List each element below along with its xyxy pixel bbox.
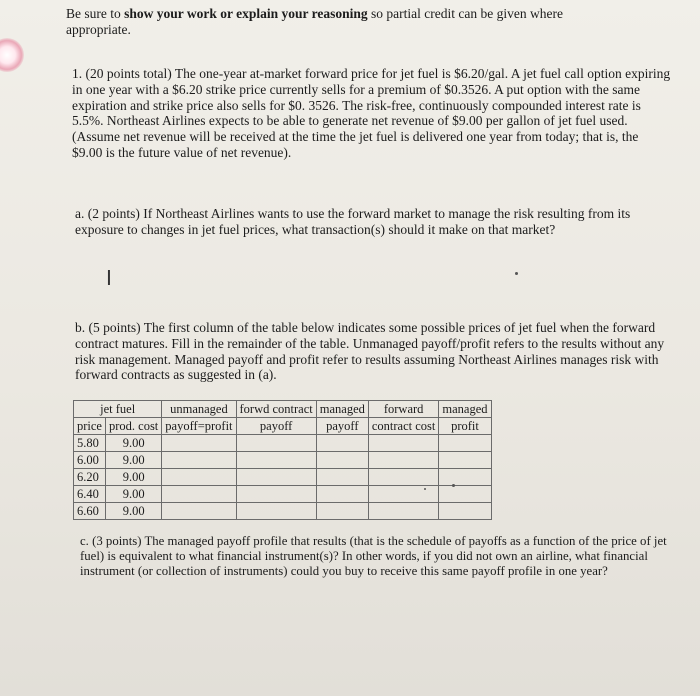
- unmanaged-cell[interactable]: [162, 452, 236, 469]
- table-row: [74, 435, 492, 452]
- question-1: 1. (20 points total) The one-year at-market forward price for jet fuel is $6.20/gal. A jet fuel call option expiring in one year with a $6.20 strike price currently sells for a premium of $0.3526. A put option with the same expiration and strike price also sells for $0. 3526. The risk-free, continuously compounded interest rate is 5.5%. Northeast Airlines expects to be able to generate net revenue of $9.00 per gallon of jet fuel used. (Assume net revenue will be received at the time the jet fuel is delivered one year from today; that is, the $9.00 is the future value of net revenue).: [72, 66, 671, 160]
- question-part-b: b. (5 points) The first column of the table below indicates some possible prices of jet fuel when the forward contract matures. Fill in the remainder of the table. Unmanaged payoff/profit refers to the results without any risk management. Managed payoff and profit refer to results assuming Northeast Airlines manages risk with forward contracts as suggested in (a).: [75, 320, 665, 383]
- instructions-start: Be sure to: [66, 6, 125, 21]
- managed-payoff-cell[interactable]: [316, 452, 368, 469]
- header-forwd-2: payoff: [236, 418, 316, 435]
- forwd-payoff-cell[interactable]: [236, 486, 316, 503]
- header-unmanaged-2: payoff=profit: [162, 418, 236, 435]
- forward-cost-cell[interactable]: [368, 452, 439, 469]
- cost-cell: 9.00: [105, 503, 161, 520]
- table-header-row-2: [74, 418, 492, 435]
- header-forwd-1: forwd contract: [236, 401, 316, 418]
- instructions-line2: appropriate.: [66, 21, 131, 37]
- light-glare: [0, 38, 24, 72]
- instructions: [66, 6, 686, 38]
- stray-mark: [452, 484, 455, 487]
- table-row: [74, 503, 492, 520]
- managed-profit-cell[interactable]: [439, 435, 491, 452]
- header-unmanaged-1: unmanaged: [162, 401, 236, 418]
- header-price: price: [74, 418, 106, 435]
- managed-payoff-cell[interactable]: [316, 435, 368, 452]
- price-cell: 6.00: [74, 452, 106, 469]
- forwd-payoff-cell[interactable]: [236, 452, 316, 469]
- forward-cost-cell[interactable]: [368, 503, 439, 520]
- table-row: [74, 486, 492, 503]
- managed-profit-cell[interactable]: [439, 486, 491, 503]
- header-managed-payoff-1: managed: [316, 401, 368, 418]
- managed-profit-cell[interactable]: [439, 503, 491, 520]
- managed-profit-cell[interactable]: [439, 452, 491, 469]
- cost-cell: 9.00: [105, 435, 161, 452]
- stray-mark: [424, 488, 426, 490]
- cost-cell: 9.00: [105, 469, 161, 486]
- header-jet-fuel: jet fuel: [74, 401, 162, 418]
- cost-cell: 9.00: [105, 486, 161, 503]
- text-cursor-icon: I: [106, 266, 112, 290]
- price-cell: 6.40: [74, 486, 106, 503]
- forward-cost-cell[interactable]: [368, 486, 439, 503]
- table-row: [74, 452, 492, 469]
- managed-profit-cell[interactable]: [439, 469, 491, 486]
- header-managed-profit-1: managed: [439, 401, 491, 418]
- forwd-payoff-cell[interactable]: [236, 469, 316, 486]
- table-row: [74, 469, 492, 486]
- question-part-a: a. (2 points) If Northeast Airlines wants to use the forward market to manage the risk resulting from its exposure to changes in jet fuel prices, what transaction(s) should it make on that market?: [75, 206, 631, 237]
- price-cell: 6.20: [74, 469, 106, 486]
- unmanaged-cell[interactable]: [162, 503, 236, 520]
- managed-payoff-cell[interactable]: [316, 469, 368, 486]
- managed-payoff-cell[interactable]: [316, 503, 368, 520]
- unmanaged-cell[interactable]: [162, 435, 236, 452]
- price-cell: 5.80: [74, 435, 106, 452]
- header-forward-cost-1: forward: [368, 401, 439, 418]
- forwd-payoff-cell[interactable]: [236, 503, 316, 520]
- forward-cost-cell[interactable]: [368, 435, 439, 452]
- payoff-table: [73, 400, 492, 520]
- table-header-row-1: [74, 401, 492, 418]
- header-forward-cost-2: contract cost: [368, 418, 439, 435]
- stray-mark: [515, 272, 518, 275]
- unmanaged-cell[interactable]: [162, 469, 236, 486]
- forward-cost-cell[interactable]: [368, 469, 439, 486]
- header-managed-payoff-2: payoff: [316, 418, 368, 435]
- cost-cell: 9.00: [105, 452, 161, 469]
- header-managed-profit-2: profit: [439, 418, 491, 435]
- instructions-end: so partial credit can be given where: [367, 6, 563, 21]
- header-prod-cost: prod. cost: [105, 418, 161, 435]
- price-cell: 6.60: [74, 503, 106, 520]
- managed-payoff-cell[interactable]: [316, 486, 368, 503]
- question-part-c: c. (3 points) The managed payoff profile that results (that is the schedule of payoffs as a function of the price of jet fuel) is equivalent to what financial instrument(s)? In other words, if you did not own an airline, what financial instrument (or collection of instruments) could you buy to receive this same payoff profile in one year?: [80, 534, 667, 578]
- instructions-bold: show your work or explain your reasoning: [124, 6, 368, 21]
- unmanaged-cell[interactable]: [162, 486, 236, 503]
- forwd-payoff-cell[interactable]: [236, 435, 316, 452]
